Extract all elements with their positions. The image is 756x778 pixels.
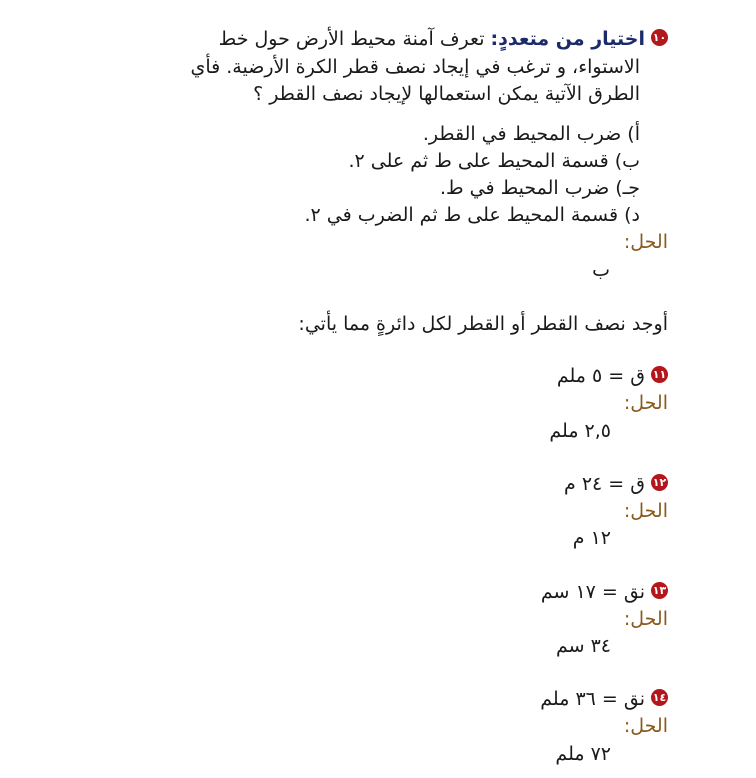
problem-14-given [540,686,668,712]
problem-13-given-text: نق = ١٧ سم [540,581,645,603]
instruction-text: أوجد نصف القطر أو القطر لكل دائرةٍ مما يأتي: [298,313,668,335]
problem-13-badge: ١٣ [652,584,667,597]
problem-14-answer: ٧٢ ملم [555,743,611,765]
q10-option-b: ب) قسمة المحيط على ط ثم على ٢. [348,150,640,172]
q10-solution-label: الحل: [623,231,668,253]
problem-11-answer: ٢,٥ ملم [549,420,611,442]
q10-text-line2: الاستواء، و ترغب في إيجاد نصف قطر الكرة الأرضية. فأي [190,56,640,78]
problem-11-given-text: ق = ٥ ملم [556,365,645,387]
problem-11-given [557,363,668,389]
problem-14-solution-label: الحل: [623,715,668,737]
q10-option-a: أ) ضرب المحيط في القطر. [422,123,640,145]
problem-12-given [564,471,668,497]
problem-12-badge: ١٢ [652,476,667,489]
problem-14-given-text: نق = ٣٦ ملم [540,688,645,710]
problem-13-solution-label: الحل: [623,608,668,630]
problem-12-given-text: ق = ٢٤ م [564,473,645,495]
q10-text-line3: الطرق الآتية يمكن استعمالها لإيجاد نصف القطر ؟ [253,83,640,105]
q10-number-badge: ١٠ [652,31,667,44]
problem-12-solution-label: الحل: [623,500,668,522]
q10-option-d: د) قسمة المحيط على ط ثم الضرب في ٢. [304,204,640,226]
q10-line1 [219,26,668,52]
problem-13-given [541,579,668,605]
problem-13-answer: ٣٤ سم [555,635,611,657]
q10-answer: ب [592,259,610,281]
problem-12-answer: ١٢ م [572,527,611,549]
problem-11-solution-label: الحل: [623,392,668,414]
q10-text-line1: تعرف آمنة محيط الأرض حول خط [218,28,485,50]
q10-option-c: جـ) ضرب المحيط في ط. [439,177,640,199]
problem-11-badge: ١١ [652,368,667,381]
problem-14-badge: ١٤ [652,691,667,704]
q10-title: اختيار من متعددٍ: [490,28,645,50]
